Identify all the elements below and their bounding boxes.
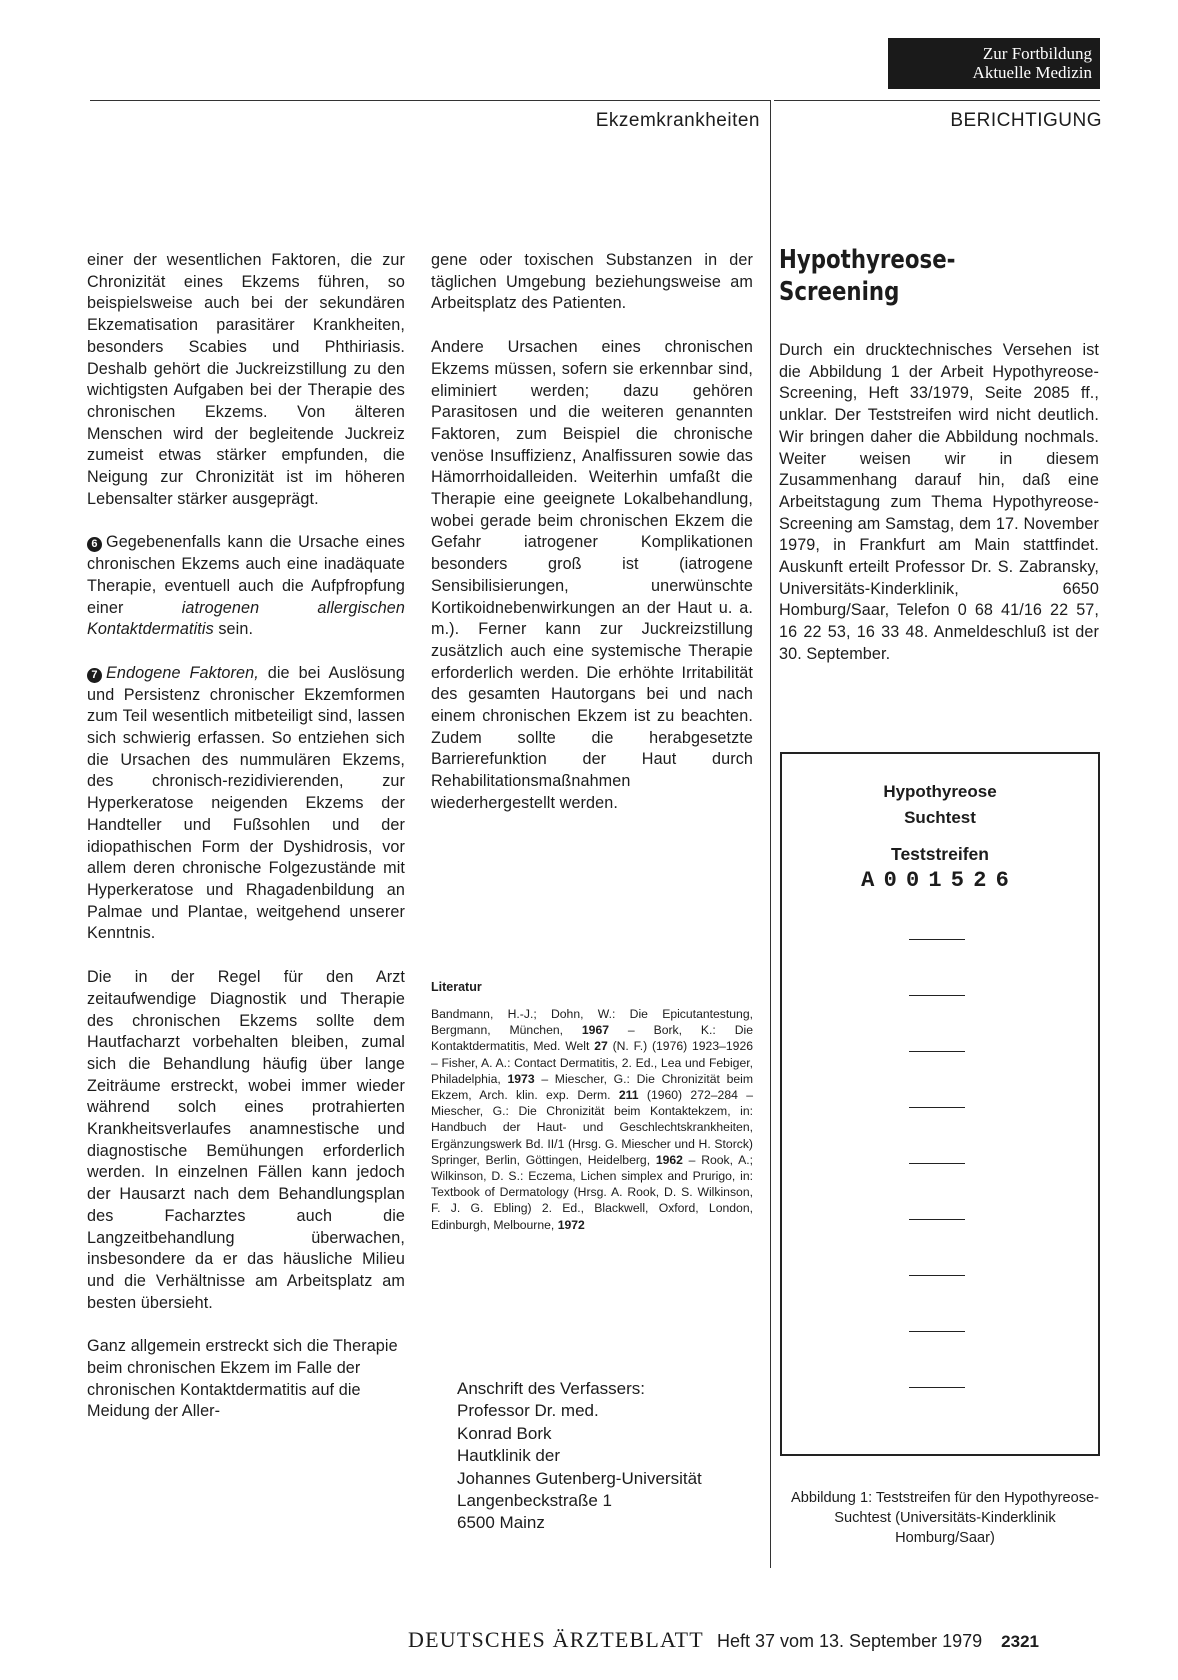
strip-field-line	[909, 1275, 965, 1276]
paragraph: Ganz allgemein erstreckt sich die Therapie beim chronischen Ekzem im Falle der chronischen Kontaktdermatitis auf die Meidung der Aller-	[87, 1337, 398, 1421]
italic-term: Endogene Faktoren,	[106, 663, 259, 682]
address-line: 6500 Mainz	[457, 1513, 545, 1533]
title-line: Hypothyreose-	[779, 245, 956, 275]
address-line: Konrad Bork	[457, 1423, 552, 1443]
figure-line-2: Suchtest	[904, 808, 976, 827]
paragraph: einer der wesentlichen Faktoren, die zur Chronizität eines Ekzems führen, so beispielsweise auch bei der sekundären Ekzematisation parasitärer Krankheiten, besonders Scabies und Phthiriasis. Deshalb gehört die Juckreizstillung zu den wichtigsten Aufgaben bei der Therapie des chronischen Ekzems. Von älteren Menschen wird der begleitende Juckreiz zumeist etwas stärker empfunden, die Neigung zur Chronizität ist im höheren Lebensalter stärker ausgeprägt.	[87, 251, 405, 508]
strip-field-line	[909, 1331, 965, 1332]
paragraph: Die in der Regel für den Arzt zeitaufwendige Diagnostik und Therapie des chronischen Ekzems sollte dem Hautfacharzt vorbehalten bleiben, zumal sich die Behandlung häufig über lange Zeiträume erstreckt, wobei immer wieder während solch eines protrahierten Krankheitsverlaufes anamnestische und diagnostische Bemühungen erforderlich werden. In einzelnen Fällen kann jedoch der Hausarzt nach dem Behandlungsplan des Facharztes auch die Langzeitbehandlung überwachen, insbesondere da er das häusliche Milieu und die Verhältnisse am Arbeitsplatz am besten übersieht.	[87, 968, 405, 1312]
number-badge: 6	[87, 537, 102, 552]
section-label: Ekzemkrankheiten	[595, 110, 760, 131]
figure-line-3: Teststreifen	[891, 844, 989, 864]
paragraph	[87, 663, 405, 945]
badge-line-1: Zur Fortbildung	[982, 44, 1092, 63]
address-line: Hautklinik der	[457, 1446, 560, 1466]
address-line: Anschrift des Verfassers:	[457, 1379, 646, 1398]
page-footer	[408, 1627, 1100, 1653]
badge-line-2: Aktuelle Medizin	[972, 63, 1092, 82]
publication-name: DEUTSCHES ÄRZTEBLATT	[408, 1627, 704, 1652]
strip-field-line	[909, 995, 965, 996]
strip-field-line	[909, 1107, 965, 1108]
strip-field-line	[909, 1219, 965, 1220]
author-address	[457, 1378, 757, 1535]
test-strip-figure	[780, 752, 1100, 1456]
article-column-2	[431, 250, 753, 837]
strip-field-line	[909, 1051, 965, 1052]
paragraph-text: die bei Auslösung und Persistenz chronischer Ekzemformen zum Teil wesentlich mitbeteiligt sind, lassen sich schwierig erfassen. So entziehen sich die Ursachen des nummulären Ekzems, des chronisch-rezidivierenden, zur Hyperkeratose neigenden Ekzems der Handteller und Fußsohlen und der idiopathischen Form der Dyshidrosis, vor allem deren chronische Folgezustände mit Hyperkeratose und Rhagadenbildung an Palmae und Plantae, weitgehend unserer Kenntnis.	[87, 663, 405, 943]
paragraph	[87, 532, 405, 641]
figure-caption: Abbildung 1: Teststreifen für den Hypothyreose-Suchtest (Universitäts-Kinderklinik Homburg/Saar)	[791, 1490, 1099, 1546]
column-divider	[770, 100, 771, 1568]
literature-text: Bandmann, H.-J.; Dohn, W.: Die Epicutantestung, Bergmann, München, 1967 – Bork, K.: Die Kontaktdermatitis, Med. Welt 27 (N. F.) (1976) 1923–1926 – Fisher, A. A.: Contact Dermatitis, 2. Ed., Lea und Febiger, Philadelphia, 1973 – Miescher, G.: Die Chronizität beim Ekzem, Arch. klin. exp. Derm. 211 (1960) 272–284 – Miescher, G.: Die Chronizität beim Kontaktekzem, in: Handbuch der Haut- und Geschlechtskrankheiten, Ergänzungswerk Bd. II/1 (Hrsg. G. Miescher und H. Storck) Springer, Berlin, Göttingen, Heidelberg, 1962 – Rook, A.; Wilkinson, D. S.: Eczema, Lichen simplex and Prurigo, in: Textbook of Dermatology (Hrsg. A. Rook, D. S. Wilkinson, F. J. G. Ebling) 2. Ed., Blackwell, Oxford, London, Edinburgh, Melbourne, 1972	[431, 1007, 753, 1232]
section-badge	[888, 38, 1100, 89]
correction-label: BERICHTIGUNG	[950, 110, 1102, 131]
strip-field-line	[909, 1163, 965, 1164]
address-line: Professor Dr. med.	[457, 1401, 599, 1421]
number-badge: 7	[87, 668, 102, 683]
figure-code: A 0 0 1 5 2 6	[861, 868, 1007, 893]
paragraph: gene oder toxischen Substanzen in der täglichen Umgebung beziehungsweise am Arbeitsplatz des Patienten.	[431, 251, 753, 313]
strip-field-line	[909, 939, 965, 940]
italic-term: iatrogenen allergischen Kontaktdermatitis	[87, 598, 405, 639]
figure-line-1: Hypothyreose	[883, 782, 997, 801]
address-line: Langenbeckstraße 1	[457, 1491, 612, 1511]
correction-title	[779, 244, 1041, 308]
top-rule-right	[774, 100, 1100, 101]
paragraph: Andere Ursachen eines chronischen Ekzems müssen, sofern sie erkennbar sind, eliminiert werden; dazu gehören Parasitosen und die weiteren genannten Faktoren, zum Beispiel die chronische venöse Insuffizienz, Analfissuren sowie das Hämorrhoidalleiden. Weiterhin umfaßt die Therapie eine geeignete Lokalbehandlung, wobei gerade beim chronischen Ekzem die Gefahr iatrogener Komplikationen besonders groß ist (iatrogene Sensibilisierungen, unerwünschte Kortikoidnebenwirkungen an der Haut u. a. m.). Ferner kann zur Juckreizstillung zusätzlich auch eine systemische Therapie erforderlich werden. Die erhöhte Irritabilität des gesamten Hautorgans bei und nach einem chronischen Ekzem ist zu beachten. Zudem sollte die herabgesetzte Barrierefunktion der Haut durch Rehabilitationsmaßnahmen wiederhergestellt werden.	[431, 338, 753, 812]
paragraph-text: Gegebenenfalls kann die Ursache eines chronischen Ekzems auch eine inadäquate Therapie, eventuell auch die Aufpfropfung einer	[87, 533, 405, 617]
article-column-1	[87, 250, 405, 1445]
paragraph-text: sein.	[213, 620, 254, 639]
strip-field-line	[909, 1387, 965, 1388]
literature-heading: Literatur	[431, 980, 482, 994]
title-line: Screening	[779, 277, 900, 307]
page-number: 2321	[1001, 1632, 1039, 1651]
address-line: Johannes Gutenberg-Universität	[457, 1468, 702, 1488]
issue-info: Heft 37 vom 13. September 1979	[716, 1631, 983, 1651]
correction-paragraph: Durch ein drucktechnisches Versehen ist die Abbildung 1 der Arbeit Hypothyreose-Screening, Heft 33/1979, Seite 2085 ff., unklar. Der Teststreifen wird nicht deutlich. Wir bringen daher die Abbildung nochmals. Weiter weisen wir in diesem Zusammenhang darauf hin, daß eine Arbeitstagung zum Thema Hypothyreose-Screening am Samstag, dem 17. November 1979, in Frankfurt am Main stattfindet. Auskunft erteilt Professor Dr. S. Zabransky, Universitäts-Kinderklinik, 6650 Homburg/Saar, Telefon 0 68 41/16 22 57, 16 22 53, 16 33 48. Anmeldeschluß ist der 30. September.	[779, 341, 1099, 663]
correction-text-column	[779, 340, 1099, 688]
top-rule-left	[90, 100, 770, 101]
